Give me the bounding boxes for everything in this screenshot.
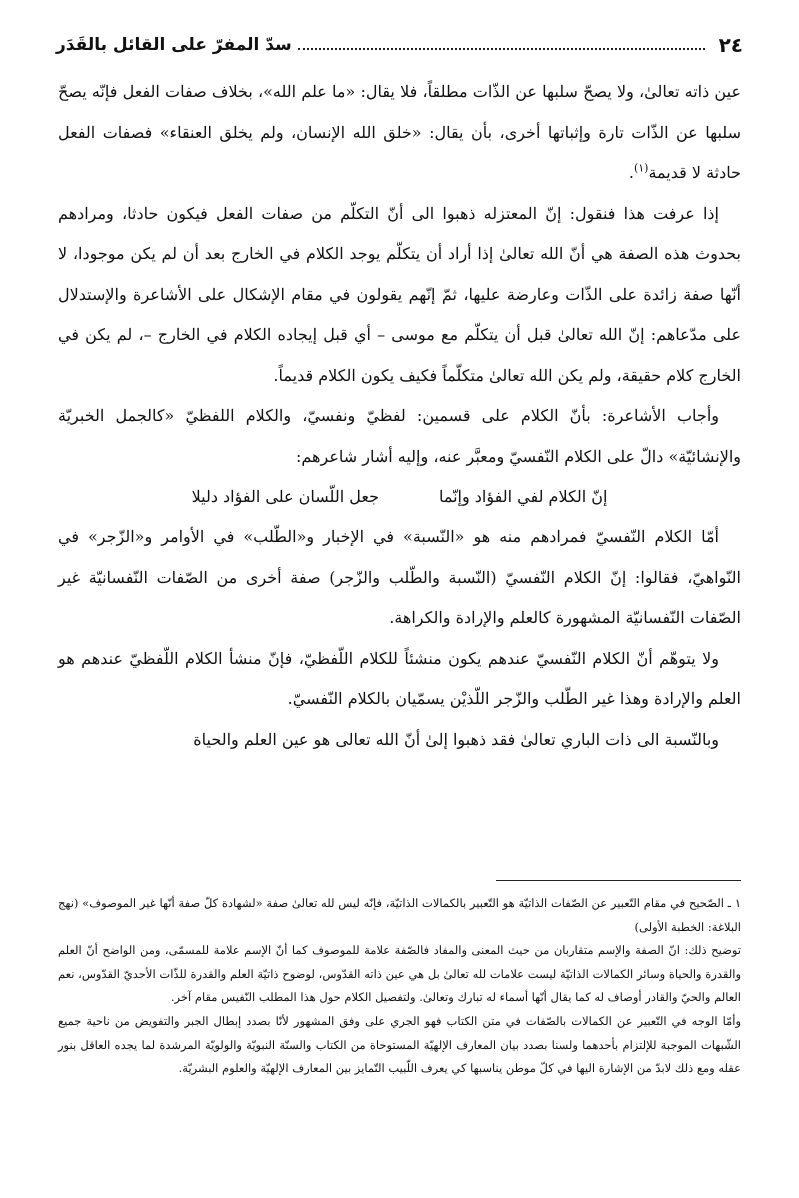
poem-verse [58, 477, 741, 517]
main-text [58, 72, 741, 760]
footnotes [58, 892, 741, 1081]
page-number: ٢٤ [718, 33, 743, 57]
paragraph-5: ولا يتوهّم أنّ الكلام النّفسيّ عندهم يكون منشئاً للكلام اللّفظيّ، فإنّ منشأ الكلام اللّفظيّ عندهم هو العلم والإرادة وهذا غير الطّلب والزّجر اللّذيْن يسمّيان بالكلام النّفسيّ. [58, 648, 741, 708]
paragraph-1-text: عين ذاته تعالىٰ، ولا يصحّ سلبها عن الذّات مطلقاً، فلا يقال: «ما علم الله»، بخلاف صفات الفعل فإنّه يصحّ سلبها عن الذّات تارة وإثباتها أخرى، بأن يقال: «خلق الله الإنسان، ولم يخلق العنقاء» فصفات الفعل حادثة لا قديمة [58, 82, 741, 182]
paragraph-4: أمّا الكلام النّفسيّ فمرادهم منه هو «النّسبة» في الإخبار و«الطّلب» في الأوامر و«الزّجر» في النّواهيّ، فقالوا: إنّ الكلام النّفسيّ (النّسبة والطّلب والزّجر) صفة أخرى من الصّفات النّفسانيّة غير الصّفات النّفسانيّة المشهورة كالعلم والإرادة والكراهة. [58, 527, 741, 627]
paragraph-2: إذا عرفت هذا فنقول: إنّ المعتزله ذهبوا الى أنّ التكلّم من صفات الفعل فيكون حادثا، ومرادهم بحدوث هذه الصفة هي أنّ الله تعالىٰ إذا أراد أن يتكلّم يوجد الكلام في الخارج بعد أن لم يكن موجودا، لا أنّها صفة زائدة على الذّات وعارضة عليها، ثمّ إنّهم يقولون في مقام الإشكال على الأشاعرة والإستدلال على مدّعاهم: إنّ الله تعالىٰ قبل أن يتكلّم مع موسى – أي قبل إيجاده الكلام في الخارج –، لم يكن في الخارج كلام حقيقة، ولم يكن الله تعالىٰ متكلّماً فكيف يكون الكلام قديماً. [58, 203, 742, 385]
paragraph-1 [58, 72, 741, 194]
footnote-1-explanation: توضيح ذلك: انّ الصفة والإسم متقاربان من حيث المعنى والمفاد فالصّفة علامة للموصوف كما أنّ الإسم علامة للمسمّى، ومن الواضح أنّ العلم والقدرة والحياة وسائر الكمالات الذاتيّة ليست علامات لله تعالىٰ بل هي عين ذاته القدّوس، لوضوح ذاتيّة العلم والقدرة للذّات الأحديّ القدّوس، نعم العالم والحيّ والقادر أوصاف له كما يقال أنّها أسماء له تبارك وتعالىٰ. ولتفصيل الكلام حول هذا المطلب النّفيس مقام آخر. [58, 943, 741, 1005]
running-header [56, 30, 743, 60]
paragraph-6: وبالنّسبة الى ذات الباري تعالىٰ فقد ذهبوا إلىٰ أنّ الله تعالى هو عين العلم والحياة [193, 729, 719, 749]
paragraph-3: وأجاب الأشاعرة: بأنّ الكلام على قسمين: لفظيّ ونفسيّ، والكلام اللفظيّ «كالجمل الخبريّة والإنشائيّة» دالّ على الكلام النّفسيّ ومعبَّر عنه، وإليه أشار شاعرهم: [58, 406, 741, 466]
header-dot-leader [298, 48, 705, 50]
footnote-1: ١ ـ الصّحيح في مقام التّعبير عن الصّفات الذاتيّة هو التّعبير بالكمالات الذاتيّة، فإنّه ليس لله تعالىٰ صفة «لشهادة كلّ صفة أنّها غير الموصوف» (نهج البلاغة: الخطبة الأولى) [58, 896, 741, 934]
footnote-1-note: وأمّا الوجه في التّعبير عن الكمالات بالصّفات في متن الكتاب فهو الجري على وفق المشهور لأنّا بصدد إبطال الجبر والتفويض من ناحية جميع الشّبهات الموجبة للإلتزام بأحدهما ولسنا بصدد بيان المعارف الإلهيّة المستوحاة من الكتاب والسنّة النبويّة والولويّة المرشدة لما يجده العاقل بنور عقله ومع ذلك لابدّ من الإشارة اليها في كلّ موطن يناسبها كي يعرف اللّبيب التّمايز بين المعارف الإلهيّة والعلوم البشريّة. [58, 1013, 741, 1076]
verse-first-hemistich: إنّ الكلام لفي الفؤاد وإنّما [438, 487, 608, 506]
paragraph-1-end: . [628, 163, 634, 182]
verse-second-hemistich: جعل اللّسان على الفؤاد دليلا [191, 487, 379, 506]
chapter-title: سدّ المفرّ على القائل بالقَدَر [56, 35, 292, 55]
footnote-separator [496, 880, 741, 881]
footnote-reference[interactable]: (١) [633, 161, 649, 175]
